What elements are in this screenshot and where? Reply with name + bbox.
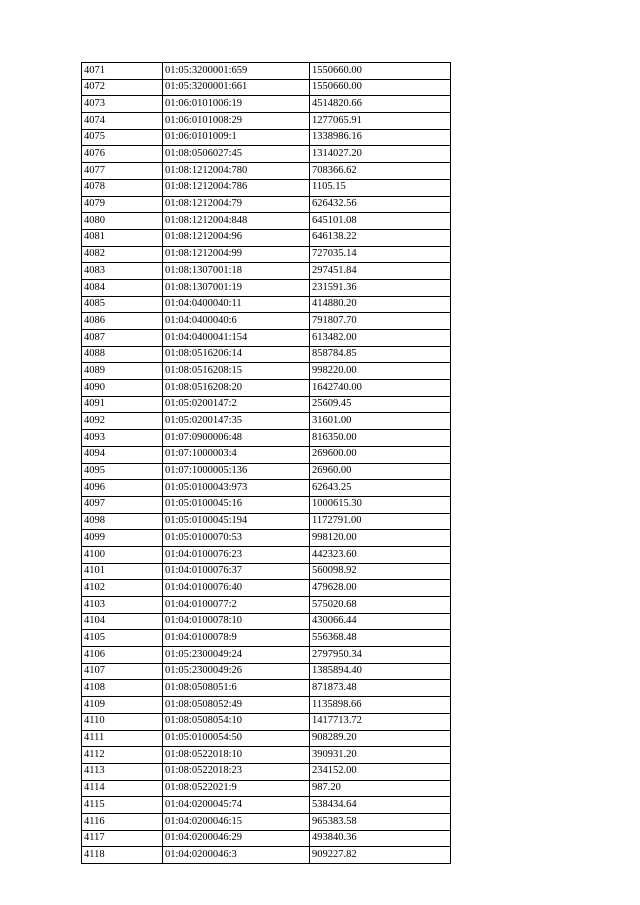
value-cell: 791807.70: [310, 313, 451, 330]
cadastral-number-cell: 01:05:0200147:35: [163, 413, 310, 430]
cadastral-number-cell: 01:04:0100076:40: [163, 580, 310, 597]
row-number-cell: 4096: [82, 480, 163, 497]
cadastral-number-cell: 01:08:0522018:23: [163, 763, 310, 780]
table-row: [82, 446, 451, 463]
value-cell: 538434.64: [310, 797, 451, 814]
value-cell: 414880.20: [310, 296, 451, 313]
value-cell: 1417713.72: [310, 713, 451, 730]
cadastral-number-cell: 01:05:2300049:26: [163, 663, 310, 680]
table-row: [82, 713, 451, 730]
value-cell: 1314027.20: [310, 146, 451, 163]
row-number-cell: 4078: [82, 179, 163, 196]
row-number-cell: 4074: [82, 113, 163, 130]
value-cell: 987.20: [310, 780, 451, 797]
table-row: [82, 730, 451, 747]
cadastral-number-cell: 01:08:0508051:6: [163, 680, 310, 697]
value-cell: 858784.85: [310, 346, 451, 363]
table-row: [82, 513, 451, 530]
cadastral-number-cell: 01:08:1212004:786: [163, 179, 310, 196]
value-cell: 297451.84: [310, 263, 451, 280]
cadastral-number-cell: 01:04:0400040:11: [163, 296, 310, 313]
row-number-cell: 4076: [82, 146, 163, 163]
value-cell: 1135898.66: [310, 697, 451, 714]
row-number-cell: 4089: [82, 363, 163, 380]
value-cell: 908289.20: [310, 730, 451, 747]
row-number-cell: 4084: [82, 279, 163, 296]
value-cell: 575020.68: [310, 597, 451, 614]
table-row: [82, 79, 451, 96]
row-number-cell: 4113: [82, 763, 163, 780]
cadastral-number-cell: 01:08:1212004:780: [163, 163, 310, 180]
cadastral-number-cell: 01:08:0516206:14: [163, 346, 310, 363]
cadastral-number-cell: 01:08:0516208:15: [163, 363, 310, 380]
cadastral-number-cell: 01:05:0100045:16: [163, 496, 310, 513]
cadastral-number-cell: 01:05:0100054:50: [163, 730, 310, 747]
value-cell: 1550660.00: [310, 79, 451, 96]
value-cell: 613482.00: [310, 330, 451, 347]
row-number-cell: 4082: [82, 246, 163, 263]
value-cell: 62643.25: [310, 480, 451, 497]
cadastral-number-cell: 01:08:1307001:19: [163, 279, 310, 296]
value-cell: 708366.62: [310, 163, 451, 180]
row-number-cell: 4083: [82, 263, 163, 280]
value-cell: 998120.00: [310, 530, 451, 547]
cadastral-number-cell: 01:08:1307001:18: [163, 263, 310, 280]
table-row: [82, 747, 451, 764]
table-row: [82, 96, 451, 113]
cadastral-number-cell: 01:08:1212004:96: [163, 229, 310, 246]
row-number-cell: 4109: [82, 697, 163, 714]
table-row: [82, 313, 451, 330]
cadastral-number-cell: 01:05:3200001:661: [163, 79, 310, 96]
data-table: [81, 62, 451, 864]
table-row: [82, 697, 451, 714]
row-number-cell: 4118: [82, 847, 163, 864]
row-number-cell: 4116: [82, 813, 163, 830]
cadastral-number-cell: 01:05:0100070:53: [163, 530, 310, 547]
cadastral-number-cell: 01:08:1212004:99: [163, 246, 310, 263]
row-number-cell: 4086: [82, 313, 163, 330]
table-row: [82, 546, 451, 563]
value-cell: 909227.82: [310, 847, 451, 864]
value-cell: 816350.00: [310, 430, 451, 447]
cadastral-number-cell: 01:08:0506027:45: [163, 146, 310, 163]
table-row: [82, 113, 451, 130]
value-cell: 1277065.91: [310, 113, 451, 130]
table-row: [82, 63, 451, 80]
value-cell: 556368.48: [310, 630, 451, 647]
value-cell: 493840.36: [310, 830, 451, 847]
row-number-cell: 4105: [82, 630, 163, 647]
table-row: [82, 229, 451, 246]
value-cell: 442323.60: [310, 546, 451, 563]
table-row: [82, 480, 451, 497]
cadastral-number-cell: 01:05:3200001:659: [163, 63, 310, 80]
table-row: [82, 413, 451, 430]
row-number-cell: 4111: [82, 730, 163, 747]
row-number-cell: 4071: [82, 63, 163, 80]
cadastral-number-cell: 01:05:0100043:973: [163, 480, 310, 497]
value-cell: 645101.08: [310, 213, 451, 230]
value-cell: 1105.15: [310, 179, 451, 196]
value-cell: 1385894.40: [310, 663, 451, 680]
table-row: [82, 146, 451, 163]
table-row: [82, 213, 451, 230]
table-row: [82, 179, 451, 196]
cadastral-number-cell: 01:05:2300049:24: [163, 647, 310, 664]
row-number-cell: 4092: [82, 413, 163, 430]
row-number-cell: 4112: [82, 747, 163, 764]
value-cell: 234152.00: [310, 763, 451, 780]
value-cell: 560098.92: [310, 563, 451, 580]
table-row: [82, 330, 451, 347]
cadastral-number-cell: 01:04:0100077:2: [163, 597, 310, 614]
table-row: [82, 279, 451, 296]
cadastral-number-cell: 01:04:0200046:3: [163, 847, 310, 864]
row-number-cell: 4107: [82, 663, 163, 680]
row-number-cell: 4103: [82, 597, 163, 614]
table-row: [82, 630, 451, 647]
value-cell: 965383.58: [310, 813, 451, 830]
cadastral-number-cell: 01:08:0522018:10: [163, 747, 310, 764]
table-row: [82, 346, 451, 363]
row-number-cell: 4098: [82, 513, 163, 530]
row-number-cell: 4091: [82, 396, 163, 413]
cadastral-number-cell: 01:04:0100078:10: [163, 613, 310, 630]
table-row: [82, 830, 451, 847]
table-row: [82, 296, 451, 313]
cadastral-number-cell: 01:04:0200046:15: [163, 813, 310, 830]
row-number-cell: 4073: [82, 96, 163, 113]
value-cell: 998220.00: [310, 363, 451, 380]
table-row: [82, 613, 451, 630]
table-row: [82, 580, 451, 597]
row-number-cell: 4087: [82, 330, 163, 347]
table-row: [82, 129, 451, 146]
table-row: [82, 780, 451, 797]
value-cell: 1338986.16: [310, 129, 451, 146]
cadastral-number-cell: 01:04:0400041:154: [163, 330, 310, 347]
value-cell: 479628.00: [310, 580, 451, 597]
cadastral-number-cell: 01:08:0508052:49: [163, 697, 310, 714]
cadastral-number-cell: 01:08:0522021:9: [163, 780, 310, 797]
row-number-cell: 4077: [82, 163, 163, 180]
row-number-cell: 4106: [82, 647, 163, 664]
row-number-cell: 4099: [82, 530, 163, 547]
table-row: [82, 196, 451, 213]
cadastral-number-cell: 01:05:0100045:194: [163, 513, 310, 530]
row-number-cell: 4095: [82, 463, 163, 480]
cadastral-number-cell: 01:08:0508054:10: [163, 713, 310, 730]
table-row: [82, 163, 451, 180]
row-number-cell: 4075: [82, 129, 163, 146]
cadastral-number-cell: 01:04:0100076:23: [163, 546, 310, 563]
value-cell: 1000615.30: [310, 496, 451, 513]
cadastral-number-cell: 01:07:1000003:4: [163, 446, 310, 463]
cadastral-number-cell: 01:07:0900006:48: [163, 430, 310, 447]
table-body: [82, 63, 451, 864]
row-number-cell: 4094: [82, 446, 163, 463]
value-cell: 25609.45: [310, 396, 451, 413]
row-number-cell: 4117: [82, 830, 163, 847]
cadastral-number-cell: 01:04:0400040:6: [163, 313, 310, 330]
row-number-cell: 4081: [82, 229, 163, 246]
row-number-cell: 4079: [82, 196, 163, 213]
row-number-cell: 4102: [82, 580, 163, 597]
row-number-cell: 4085: [82, 296, 163, 313]
row-number-cell: 4114: [82, 780, 163, 797]
value-cell: 646138.22: [310, 229, 451, 246]
row-number-cell: 4088: [82, 346, 163, 363]
table-row: [82, 430, 451, 447]
value-cell: 269600.00: [310, 446, 451, 463]
cadastral-number-cell: 01:06:0101008:29: [163, 113, 310, 130]
table-row: [82, 463, 451, 480]
cadastral-number-cell: 01:08:1212004:848: [163, 213, 310, 230]
value-cell: 26960.00: [310, 463, 451, 480]
cadastral-number-cell: 01:04:0200045:74: [163, 797, 310, 814]
cadastral-number-cell: 01:04:0200046:29: [163, 830, 310, 847]
value-cell: 1550660.00: [310, 63, 451, 80]
row-number-cell: 4108: [82, 680, 163, 697]
value-cell: 871873.48: [310, 680, 451, 697]
table-row: [82, 246, 451, 263]
table-row: [82, 797, 451, 814]
table-row: [82, 396, 451, 413]
value-cell: 1172791.00: [310, 513, 451, 530]
cadastral-number-cell: 01:08:1212004:79: [163, 196, 310, 213]
table-row: [82, 763, 451, 780]
cadastral-number-cell: 01:05:0200147:2: [163, 396, 310, 413]
row-number-cell: 4104: [82, 613, 163, 630]
value-cell: 1642740.00: [310, 380, 451, 397]
cadastral-number-cell: 01:04:0100076:37: [163, 563, 310, 580]
row-number-cell: 4093: [82, 430, 163, 447]
row-number-cell: 4115: [82, 797, 163, 814]
table-row: [82, 563, 451, 580]
table-row: [82, 363, 451, 380]
cadastral-number-cell: 01:08:0516208:20: [163, 380, 310, 397]
value-cell: 727035.14: [310, 246, 451, 263]
value-cell: 231591.36: [310, 279, 451, 296]
value-cell: 626432.56: [310, 196, 451, 213]
table-row: [82, 530, 451, 547]
value-cell: 2797950.34: [310, 647, 451, 664]
row-number-cell: 4100: [82, 546, 163, 563]
value-cell: 31601.00: [310, 413, 451, 430]
value-cell: 4514820.66: [310, 96, 451, 113]
row-number-cell: 4090: [82, 380, 163, 397]
row-number-cell: 4072: [82, 79, 163, 96]
table-row: [82, 663, 451, 680]
value-cell: 430066.44: [310, 613, 451, 630]
table-row: [82, 847, 451, 864]
cadastral-number-cell: 01:06:0101006:19: [163, 96, 310, 113]
cadastral-number-cell: 01:06:0101009:1: [163, 129, 310, 146]
table-row: [82, 496, 451, 513]
table-row: [82, 597, 451, 614]
cadastral-number-cell: 01:04:0100078:9: [163, 630, 310, 647]
table-row: [82, 680, 451, 697]
row-number-cell: 4080: [82, 213, 163, 230]
table-row: [82, 380, 451, 397]
row-number-cell: 4110: [82, 713, 163, 730]
table-row: [82, 647, 451, 664]
table-row: [82, 813, 451, 830]
cadastral-number-cell: 01:07:1000005:136: [163, 463, 310, 480]
row-number-cell: 4097: [82, 496, 163, 513]
value-cell: 390931.20: [310, 747, 451, 764]
table-row: [82, 263, 451, 280]
row-number-cell: 4101: [82, 563, 163, 580]
